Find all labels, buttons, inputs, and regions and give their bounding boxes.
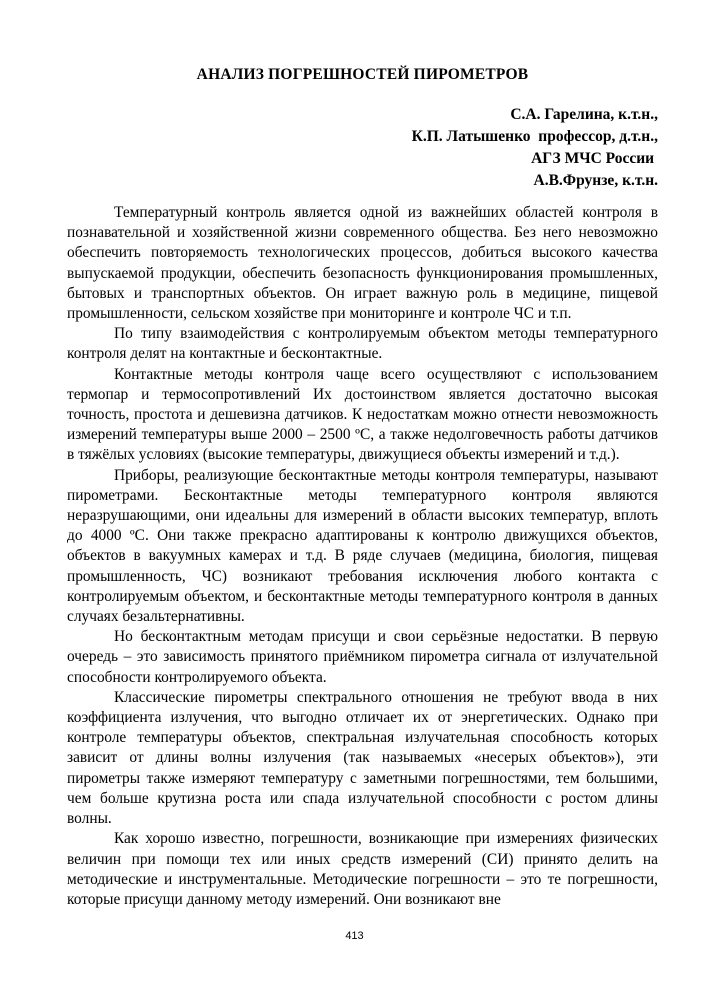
page-number: 413 bbox=[345, 930, 364, 942]
body-text bbox=[67, 203, 658, 910]
author-line: А.В.Фрунзе, к.т.н. bbox=[533, 172, 658, 189]
paragraph: Контактные методы контроля чаще всего осуществляют с использованием термопар и термосопротивлений Их достоинством является достаточно высокая точность, простота и дешевизна датчиков. К недостаткам можно отнести невозможность измерений температуры выше 2000 – 2500 ºС, а также недолговечность работы датчиков в тяжёлых условиях (высокие температуры, движущиеся объекты измерений и т.д.). bbox=[67, 365, 658, 464]
paragraph: Как хорошо известно, погрешности, возникающие при измерениях физических величин при помощи тех или иных средств измерений (СИ) принято делить на методические и инструментальные. Методические погрешности – это те погрешности, которые присущи данному методу измерений. Они возникают вне bbox=[67, 830, 658, 908]
author-block bbox=[67, 104, 658, 192]
paragraph: По типу взаимодействия с контролируемым объектом методы температурного контроля делят на контактные и бесконтактные. bbox=[67, 325, 658, 363]
paragraph: Но бесконтактным методам присущи и свои серьёзные недостатки. В первую очередь – это зависимость принятого приёмником пирометра сигнала от излучательной способности контролируемого объекта. bbox=[67, 628, 658, 686]
paragraph: Температурный контроль является одной из важнейших областей контроля в познавательной и хозяйственной жизни современного общества. Без него невозможно обеспечить повторяемость технологических процессов, добиться высокого качества выпускаемой продукции, обеспечить безопасность функционирования промышленных, бытовых и транспортных объектов. Он играет важную роль в медицине, пищевой промышленности, сельском хозяйстве при мониторинге и контроле ЧС и т.п. bbox=[67, 204, 658, 323]
paper-title: АНАЛИЗ ПОГРЕШНОСТЕЙ ПИРОМЕТРОВ bbox=[196, 66, 529, 83]
author-affiliation: АГЗ МЧС России bbox=[531, 150, 658, 167]
author-line: С.А. Гарелина, к.т.н., bbox=[510, 106, 658, 123]
author-line: К.П. Латышенко профессор, д.т.н., bbox=[411, 128, 658, 145]
paragraph: Классические пирометры спектрального отношения не требуют ввода в них коэффициента излучения, что выгодно отличает их от энергетических. Однако при контроле температуры объектов, спектральная излучательная способность которых зависит от длины волны излучения (так называемых «несерых объектов»), эти пирометры также измеряют температуру с заметными погрешностями, тем большими, чем больше крутизна роста или спада излучательной способности с ростом длины волны. bbox=[67, 688, 658, 828]
paragraph: Приборы, реализующие бесконтактные методы контроля температуры, называют пирометрами. Бесконтактные методы температурного контроля являются неразрушающими, они идеальны для измерений в области высоких температур, вплоть до 4000 ºС. Они также прекрасно адаптированы к контролю движущихся объектов, объектов в вакуумных камерах и т.д. В ряде случаев (медицина, биология, пищевая промышленность, ЧС) возникают требования исключения любого контакта с контролируемым объектом, и бесконтактные методы температурного контроля в данных случаях безальтернативны. bbox=[67, 466, 658, 626]
